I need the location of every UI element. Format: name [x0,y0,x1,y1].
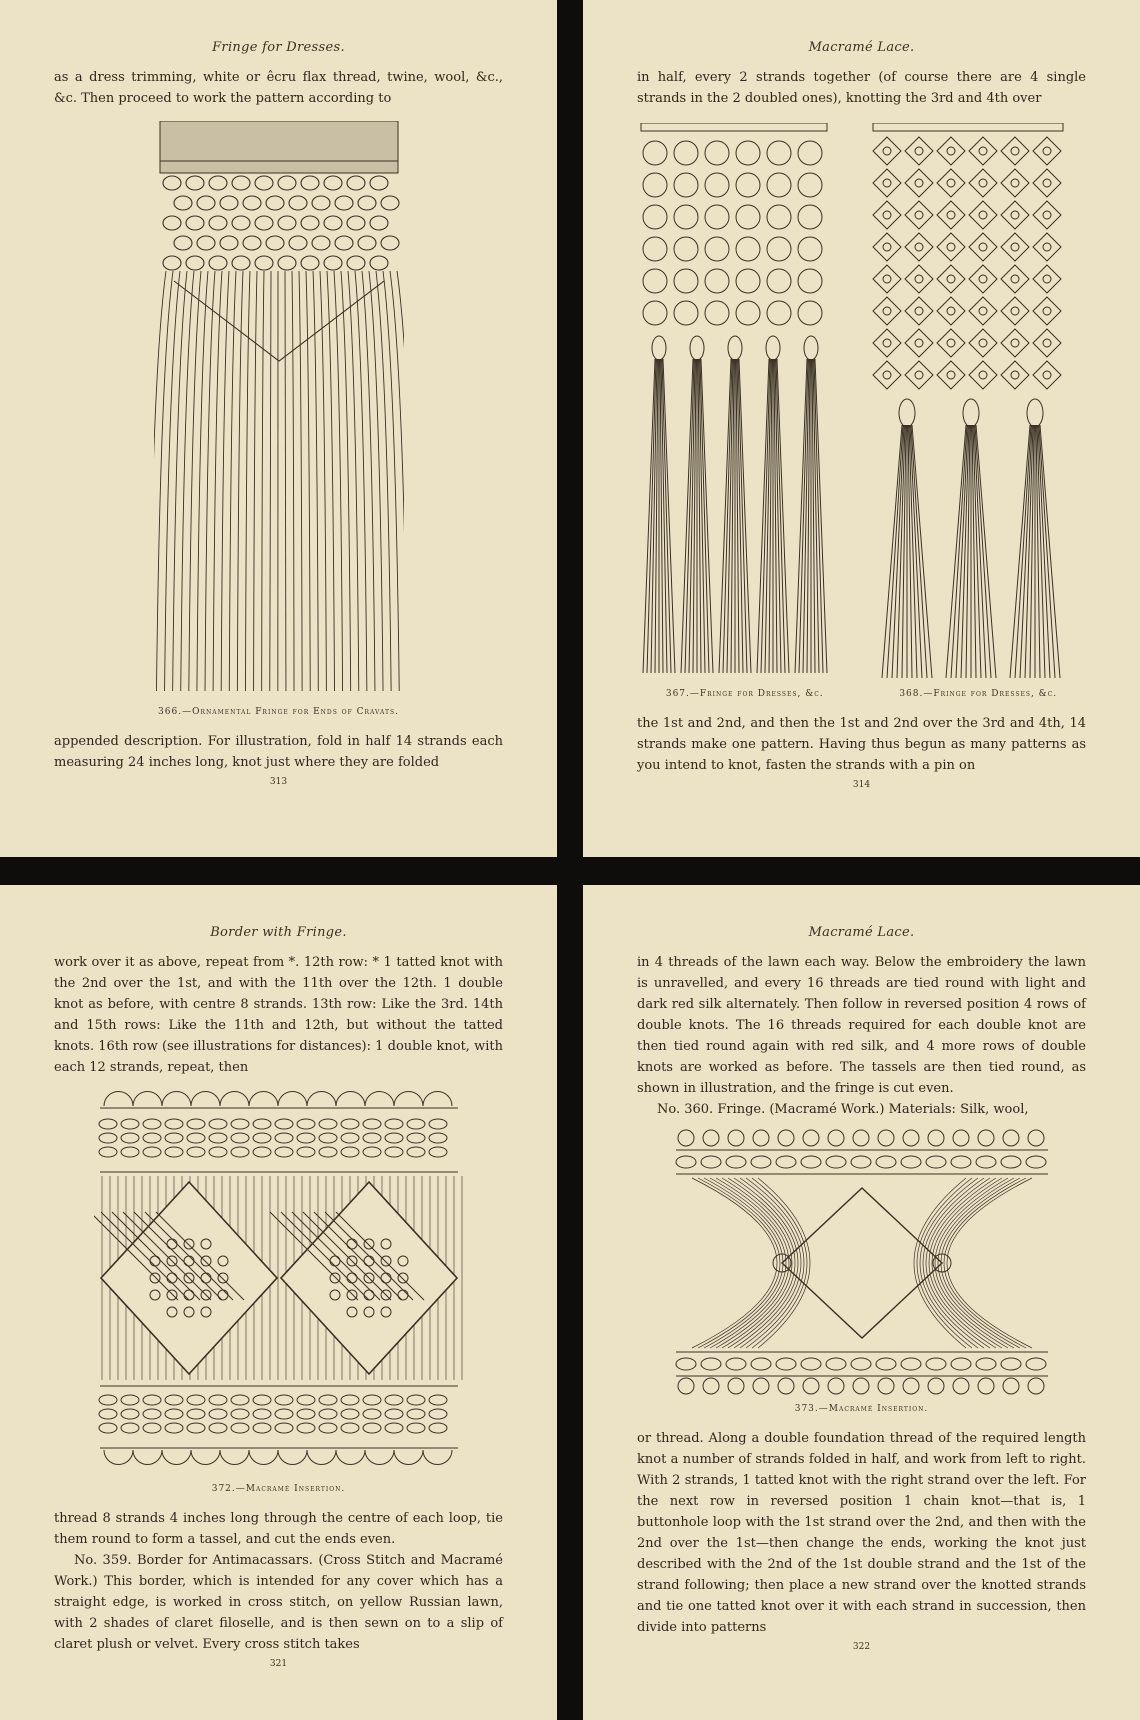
fringe-dresses-illustrations [637,123,1086,683]
running-head: Macramé Lace. [808,40,915,55]
figure-caption-left: 367.—Fringe for Dresses, &c. [665,689,824,699]
text-top: as a dress trimming, white or êcru flax thread, twine, wool, &c., &c. Then proceed to work the pattern according to [54,70,503,106]
figure-caption-right: 368.—Fringe for Dresses, &c. [899,689,1058,699]
running-head: Border with Fringe. [210,925,347,940]
running-head: Macramé Lace. [808,925,915,940]
caption-row [637,683,1086,713]
page-number: 314 [852,780,871,790]
page-number: 322 [852,1642,871,1652]
text-bottom: the 1st and 2nd, and then the 1st and 2nd over the 3rd and 4th, 14 strands make one pattern. Having thus begun as many patterns as you intend to knot, fasten the strands with a pin on [637,716,1086,773]
text-bottom: appended description. For illustration, fold in half 14 strands each measuring 24 inches long, knot just where they are folded [54,734,503,770]
book-page-321 [0,885,557,1720]
figure-caption: 373.—Macramé Insertion. [794,1404,929,1414]
fringe-cravat-illustration [154,121,404,701]
text-top: work over it as above, repeat from *. 12th row: * 1 tatted knot with the 2nd over the 1st, and with the 11th over the 12th. 1 double knot as before, with centre 8 strands. 13th row: Like the 3rd. 14th and 15th rows: Like the 11th and 12th, but without the tatted knots. 16th row (see illustrations for distances): 1 double knot, with each 12 strands, repeat, then [54,955,503,1075]
text-bottom-2: No. 359. Border for Antimacassars. (Cross Stitch and Macramé Work.) This border, which is intended for any cover which has a straight edge, is worked in cross stitch, on yellow Russian lawn, with 2 shades of claret filoselle, and is then sewn on to a slip of claret plush or velvet. Every cross stitch takes [54,1553,503,1652]
page-number: 321 [269,1659,288,1669]
figure-caption: 366.—Ornamental Fringe for Ends of Cravats. [158,707,399,717]
text-top-1: in 4 threads of the lawn each way. Below the embroidery the lawn is unravelled, and every 16 threads are tied round with light and dark red silk alternately. Then follow in reversed position 4 rows of double knots. The 16 threads required for each double knot are then tied round again with red silk, and 4 more rows of double knots are worked as before. The tassels are then tied round, as shown in illustration, and the fringe is cut even. [637,955,1086,1096]
macrame-insertion-372-illustration [94,1088,464,1478]
text-top-2: No. 360. Fringe. (Macramé Work.) Materials: Silk, wool, [657,1102,1029,1117]
book-page-313 [0,0,557,857]
macrame-insertion-373-illustration [672,1128,1052,1398]
page-number: 313 [269,777,288,787]
text-bottom-1: thread 8 strands 4 inches long through the centre of each loop, tie them round to form a tassel, and cut the ends even. [54,1511,503,1547]
text-bottom: or thread. Along a double foundation thread of the required length knot a number of strands folded in half, and work from left to right. With 2 strands, 1 tatted knot with the right strand over the left. For the next row in reversed position 1 chain knot—that is, 1 buttonhole loop with the 1st strand over the 2nd, and then with the 2nd over the 1st—then change the ends, working the knot just described with the 2nd of the 1st double strand and the 1st of the strand following; then place a new strand over the knotted strands and tie one tatted knot over it with each strand in succession, then divide into patterns [637,1431,1086,1635]
book-page-314 [583,0,1140,857]
figure-caption: 372.—Macramé Insertion. [211,1484,346,1494]
text-top: in half, every 2 strands together (of course there are 4 single strands in the 2 doubled ones), knotting the 3rd and 4th over [637,70,1086,106]
running-head: Fringe for Dresses. [212,40,345,55]
book-page-322 [583,885,1140,1720]
